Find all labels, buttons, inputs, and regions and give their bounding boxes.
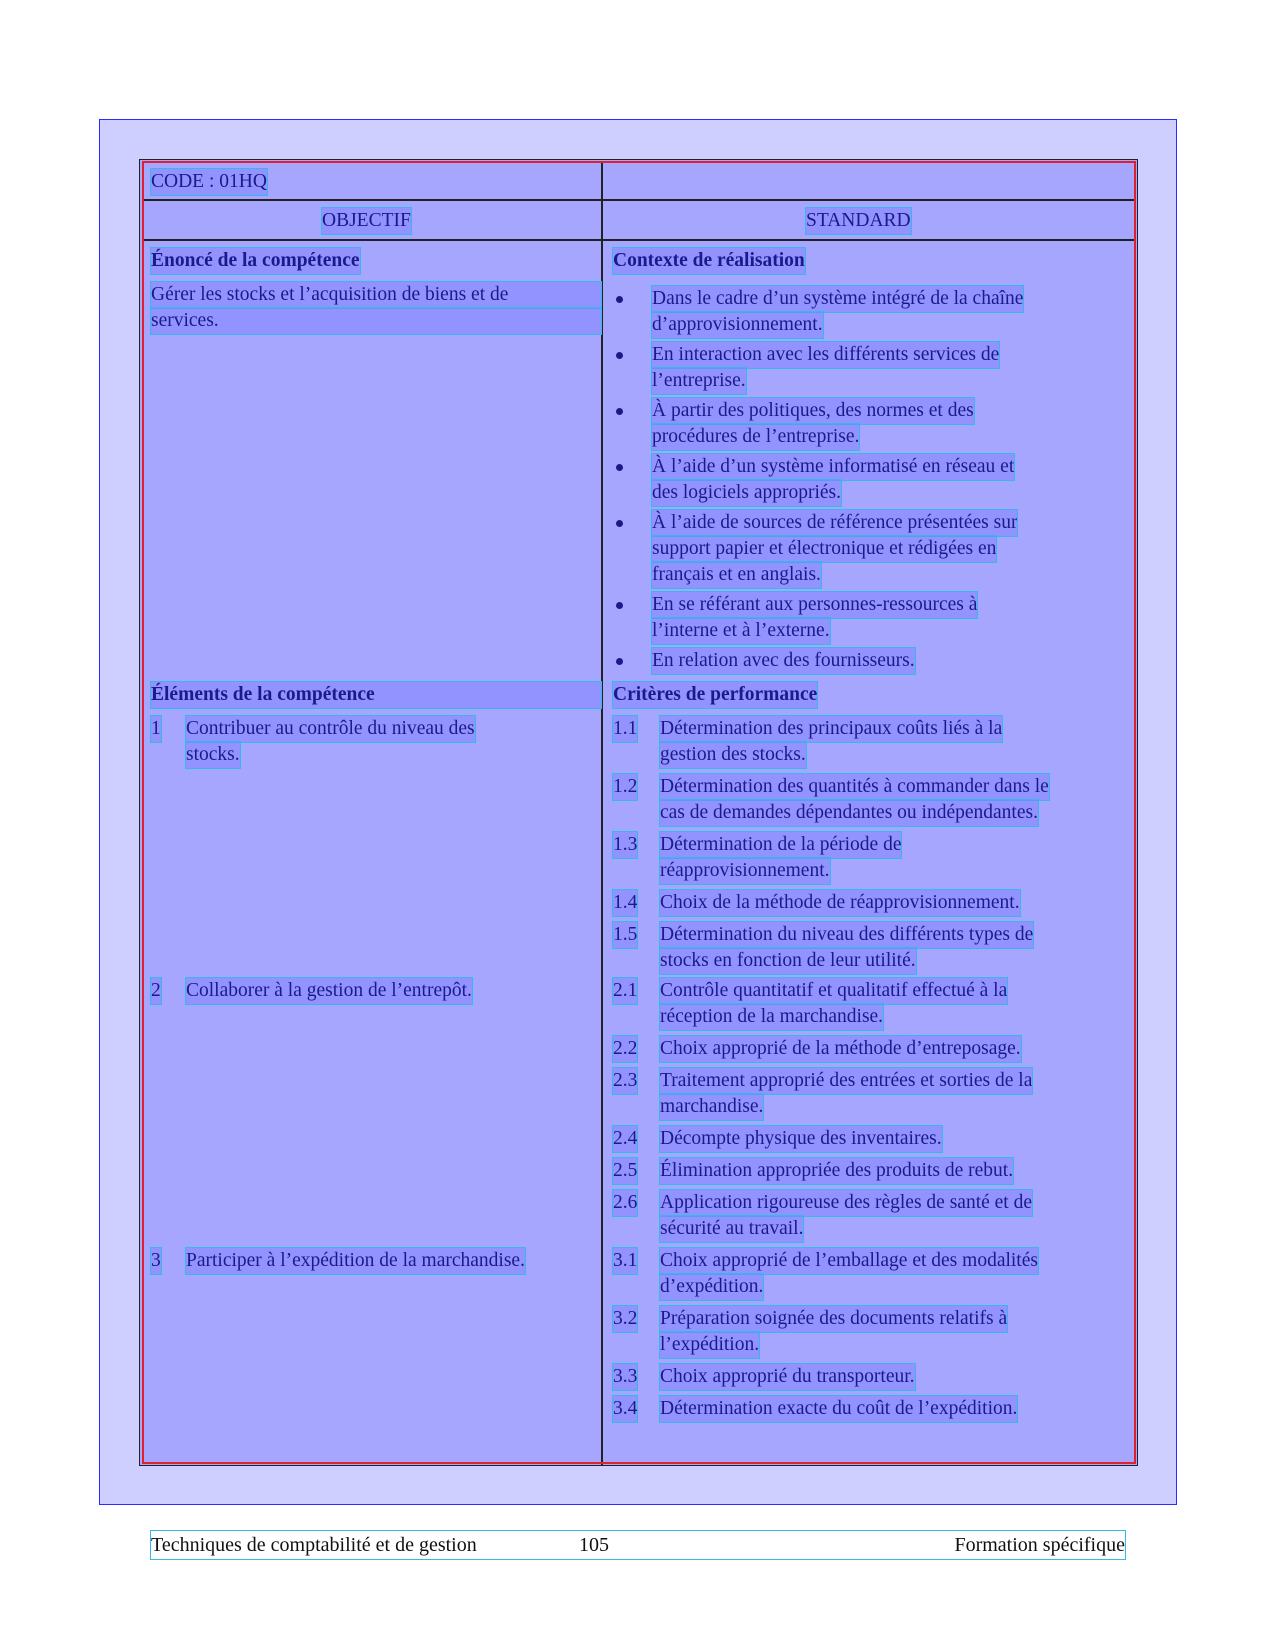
critere-number: 1.1 [613,716,637,742]
contexte-item-line: support papier et électronique et rédigées en [652,536,996,562]
contexte-item-line: À l’aide de sources de référence présentées sur [652,510,1017,536]
element-number: 3 [151,1248,161,1274]
contexte-item-line: En interaction avec les différents services de [652,342,999,368]
critere-number: 2.5 [613,1158,637,1184]
critere-number: 3.1 [613,1248,637,1274]
critere-text-line: Choix approprié de la méthode d’entreposage. [660,1036,1021,1062]
contexte-item-line: En se référant aux personnes-ressources à [652,592,977,618]
critere-number: 3.2 [613,1306,637,1332]
critere-text-line: d’expédition. [660,1274,763,1300]
column-header-standard: STANDARD [806,208,911,234]
critere-text-line: Détermination exacte du coût de l’expédition. [660,1396,1017,1422]
contexte-item-line: À partir des politiques, des normes et des [652,398,974,424]
critere-text-line: Détermination de la période de [660,832,901,858]
enonce-heading: Énoncé de la compétence [151,248,360,274]
contexte-item-line: français et en anglais. [652,562,821,588]
critere-text-line: Détermination des principaux coûts liés à la [660,716,1002,742]
enonce-text-line2: services. [151,308,601,334]
critere-text-line: Détermination du niveau des différents types de [660,922,1033,948]
footer-page-number: 105 [579,1534,609,1556]
element-text-line: Collaborer à la gestion de l’entrepôt. [186,978,472,1004]
element-text-line: Contribuer au contrôle du niveau des [186,716,475,742]
element-text-line: Participer à l’expédition de la marchandise. [186,1248,525,1274]
row-divider-header [142,239,1136,241]
critere-number: 2.4 [613,1126,637,1152]
bullet-icon [616,602,623,609]
contexte-item-line: Dans le cadre d’un système intégré de la chaîne [652,286,1023,312]
critere-text-line: Préparation soignée des documents relatifs à [660,1306,1007,1332]
critere-number: 2.3 [613,1068,637,1094]
critere-text-line: stocks en fonction de leur utilité. [660,948,916,974]
critere-text-line: Choix de la méthode de réapprovisionnement. [660,890,1020,916]
critere-text-line: Traitement approprié des entrées et sorties de la [660,1068,1032,1094]
contexte-item-line: l’interne et à l’externe. [652,618,830,644]
criteres-heading: Critères de performance [613,682,817,708]
contexte-item-line: En relation avec des fournisseurs. [652,648,915,674]
bullet-icon [616,296,623,303]
critere-text-line: sécurité au travail. [660,1216,803,1242]
critere-number: 3.4 [613,1396,637,1422]
page-footer [151,1531,1125,1559]
critere-text-line: Choix approprié du transporteur. [660,1364,915,1390]
bullet-icon [616,408,623,415]
critere-number: 2.1 [613,978,637,1004]
column-header-objectif: OBJECTIF [322,208,411,234]
contexte-item-line: l’entreprise. [652,368,746,394]
critere-text-line: Choix approprié de l’emballage et des modalités [660,1248,1038,1274]
row-divider-code [142,199,1136,201]
critere-text-line: l’expédition. [660,1332,759,1358]
critere-text-line: marchandise. [660,1094,763,1120]
elements-heading: Éléments de la compétence [151,682,601,708]
critere-number: 1.4 [613,890,637,916]
critere-text-line: cas de demandes dépendantes ou indépendantes. [660,800,1038,826]
critere-number: 3.3 [613,1364,637,1390]
element-text-line: stocks. [186,742,240,768]
contexte-item-line: procédures de l’entreprise. [652,424,859,450]
critere-text-line: Élimination appropriée des produits de rebut. [660,1158,1013,1184]
critere-text-line: Application rigoureuse des règles de santé et de [660,1190,1032,1216]
bullet-icon [616,352,623,359]
footer-program-title: Techniques de comptabilité et de gestion [151,1534,477,1556]
critere-number: 2.6 [613,1190,637,1216]
element-number: 2 [151,978,161,1004]
code-label: CODE : 01HQ [151,169,267,195]
critere-number: 1.5 [613,922,637,948]
contexte-item-line: d’approvisionnement. [652,312,823,338]
critere-number: 1.3 [613,832,637,858]
critere-number: 1.2 [613,774,637,800]
footer-section-title: Formation spécifique [954,1534,1125,1556]
enonce-text-line1: Gérer les stocks et l’acquisition de biens et de [151,282,601,308]
contexte-item-line: À l’aide d’un système informatisé en réseau et [652,454,1014,480]
critere-text-line: réapprovisionnement. [660,858,830,884]
critere-text-line: gestion des stocks. [660,742,806,768]
contexte-heading: Contexte de réalisation [613,248,805,274]
element-number: 1 [151,716,161,742]
critere-text-line: Contrôle quantitatif et qualitatif effectué à la [660,978,1007,1004]
bullet-icon [616,464,623,471]
bullet-icon [616,658,623,665]
contexte-item-line: des logiciels appropriés. [652,480,841,506]
column-divider [601,161,603,1466]
critere-number: 2.2 [613,1036,637,1062]
critere-text-line: Décompte physique des inventaires. [660,1126,942,1152]
critere-text-line: réception de la marchandise. [660,1004,883,1030]
bullet-icon [616,520,623,527]
critere-text-line: Détermination des quantités à commander dans le [660,774,1049,800]
